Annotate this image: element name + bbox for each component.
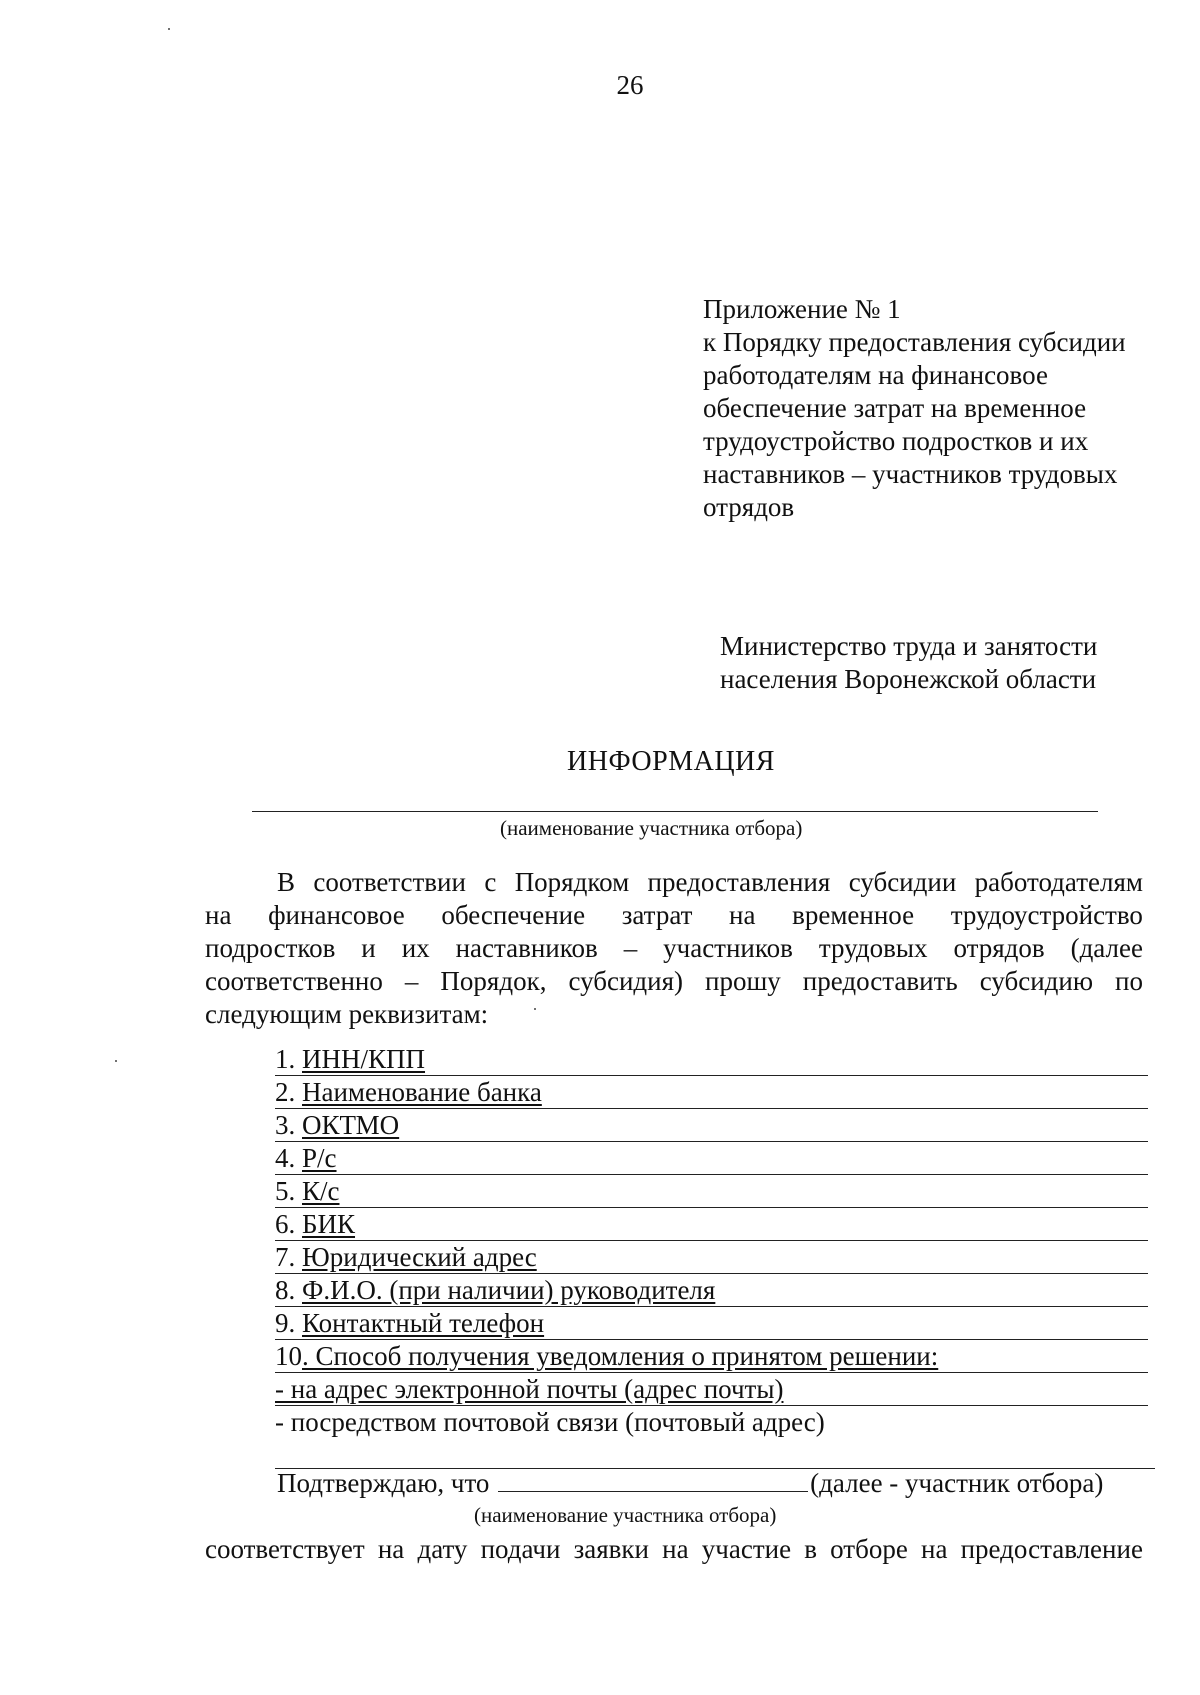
requisite-field[interactable] [275,1241,1148,1274]
word: предоставления [647,867,831,897]
word: затрат [621,900,693,930]
requisite-number: 4. [275,1143,302,1173]
word: их [401,933,430,963]
intro-paragraph [205,866,1143,1031]
requisite-number: 6. [275,1209,302,1239]
requisite-field[interactable] [275,1340,1148,1373]
requisite-number: 7. [275,1242,302,1272]
word: субсидия) [568,966,684,996]
intro-line-5: следующим реквизитам: [205,999,489,1029]
word: с [484,867,497,897]
requisite-field[interactable] [275,1043,1148,1076]
confirmation-line [277,1468,1103,1499]
word: на [729,900,756,930]
appendix-line: обеспечение затрат на временное [703,393,1087,423]
scan-speck [534,1008,536,1010]
participant-name-line[interactable] [252,811,1098,812]
recipient-line: населения Воронежской области [720,664,1097,694]
appendix-block [703,293,1163,524]
appendix-line: отрядов [703,492,795,522]
word: на [921,1534,948,1564]
word: Порядком [514,867,630,897]
requisite-number: 2. [275,1077,302,1107]
requisite-field[interactable] [275,1406,1148,1438]
requisite-field[interactable] [275,1175,1148,1208]
requisite-number: 10 [275,1341,302,1371]
intro-line-2 [205,899,1143,932]
participant-name-field[interactable] [498,1469,808,1492]
requisite-label: - на адрес электронной почты (адрес почты) [275,1374,784,1404]
requisite-number: 1. [275,1044,302,1074]
intro-line-1 [205,866,1143,899]
word: трудоустройство [950,900,1143,930]
word: соответствует [205,1534,365,1564]
word: предоставление [960,1534,1143,1564]
word: подачи [480,1534,561,1564]
requisite-label: БИК [302,1209,356,1239]
requisite-label: Ф.И.О. (при наличии) руководителя [302,1275,716,1305]
word: предоставить [802,966,958,996]
word: финансовое [268,900,405,930]
closing-line [205,1534,1143,1565]
requisite-field[interactable] [275,1274,1148,1307]
word: по [1115,966,1143,996]
word: (далее [1070,933,1143,963]
word: на [662,1534,689,1564]
word: обеспечение [441,900,586,930]
requisite-number: 8. [275,1275,302,1305]
word: подростков [205,933,336,963]
participant-name-caption: (наименование участника отбора) [500,816,803,840]
word: – [623,933,638,963]
requisite-number: 5. [275,1176,302,1206]
word: субсидии [848,867,957,897]
document-title: ИНФОРМАЦИЯ [567,746,775,777]
word: наставников [455,933,598,963]
word: соответственно [205,966,383,996]
intro-line-4 [205,965,1143,998]
requisite-field[interactable] [275,1373,1148,1406]
word: трудовых [818,933,928,963]
confirm-suffix: (далее - участник отбора) [810,1468,1104,1498]
word: и [361,933,376,963]
word: в [804,1534,817,1564]
word: на [377,1534,405,1564]
requisite-number: 9. [275,1308,302,1338]
word: участие [701,1534,792,1564]
scan-speck [115,1060,117,1062]
word: работодателям [974,867,1143,897]
page-number: 26 [616,70,644,100]
requisite-field[interactable] [275,1208,1148,1241]
requisites-list [275,1043,1148,1438]
word: В [277,867,296,897]
appendix-line: трудоустройство подростков и их [703,426,1089,456]
requisite-label: . Способ получения уведомления о принятом решении: [302,1341,939,1371]
scan-speck [168,28,170,30]
word: участников [663,933,793,963]
requisite-label: Юридический адрес [302,1242,537,1272]
word: заявки [573,1534,649,1564]
requisite-field[interactable] [275,1109,1148,1142]
recipient-line: Министерство труда и занятости [720,631,1098,661]
requisite-label: К/с [302,1176,340,1206]
appendix-line: работодателям на финансовое [703,360,1048,390]
requisite-field[interactable] [275,1142,1148,1175]
word: прошу [705,966,781,996]
requisite-label: ОКТМО [302,1110,400,1140]
appendix-line: наставников – участников трудовых [703,459,1118,489]
requisite-field[interactable] [275,1076,1148,1109]
requisite-number: 3. [275,1110,302,1140]
requisite-label: Р/с [302,1143,337,1173]
requisite-field[interactable] [275,1307,1148,1340]
word: дату [417,1534,468,1564]
appendix-line: Приложение № 1 [703,294,901,324]
word: отборе [830,1534,908,1564]
word: субсидию [979,966,1094,996]
recipient-block [720,630,1097,696]
word: на [205,900,232,930]
requisite-label: Наименование банка [302,1077,542,1107]
confirm-caption: (наименование участника отбора) [474,1503,777,1527]
word: соответствии [313,867,466,897]
requisite-label: Контактный телефон [302,1308,545,1338]
requisite-label: ИНН/КПП [302,1044,426,1074]
word: отрядов [953,933,1045,963]
confirm-prefix: Подтверждаю, что [277,1468,490,1498]
word: временное [792,900,915,930]
requisite-label: - посредством почтовой связи (почтовый адрес) [275,1407,825,1437]
word: Порядок, [440,966,547,996]
intro-line-3 [205,932,1143,965]
word: – [404,966,419,996]
appendix-line: к Порядку предоставления субсидии [703,327,1126,357]
